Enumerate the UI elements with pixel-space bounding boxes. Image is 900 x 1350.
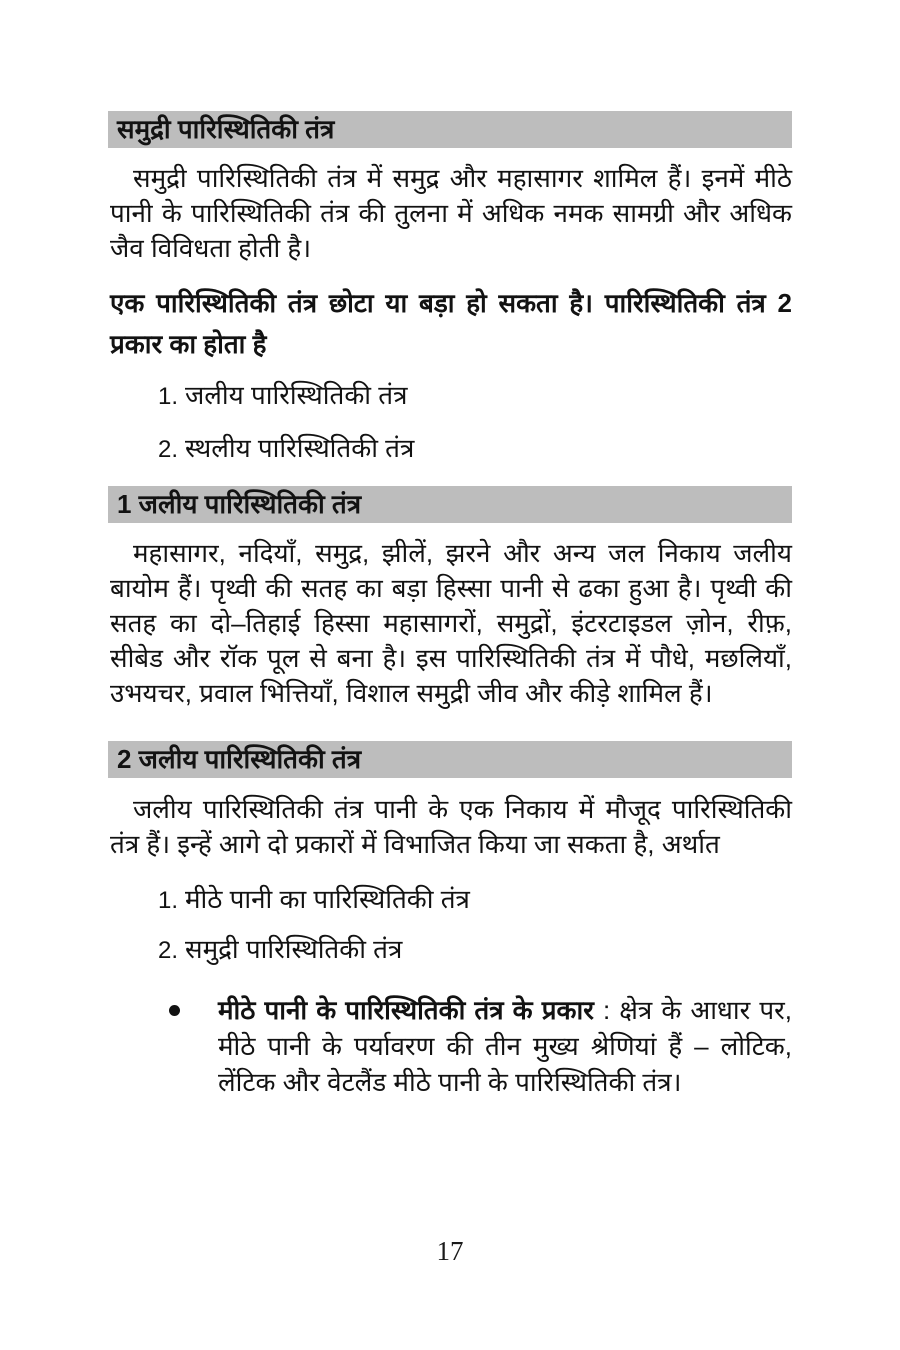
section-header-aquatic-ecosystem-2: 2 जलीय पारिस्थितिकी तंत्र <box>108 741 792 778</box>
list-item-label: समुद्री पारिस्थितिकी तंत्र <box>185 934 403 964</box>
page-content <box>110 0 792 1100</box>
aquatic-ecosystem-1-paragraph: महासागर, नदियाँ, समुद्र, झीलें, झरने और अन्य जल निकाय जलीय बायोम हैं। पृथ्वी की सतह का बड़ा हिस्सा पानी से ढका हुआ है। पृथ्वी की सतह का दो–तिहाई हिस्सा महासागरों, समुद्रों, इंटरटाइडल ज़ोन, रीफ़, सीबेड और रॉक पूल से बना है। इस पारिस्थितिकी तंत्र में पौधे, मछलियाँ, उभयचर, प्रवाल भित्तियाँ, विशाल समुद्री जीव और कीड़े शामिल हैं। <box>110 538 792 708</box>
list-item-number: 1. <box>158 887 179 914</box>
list-item <box>110 431 792 466</box>
page-number: 17 <box>436 1236 464 1266</box>
freshwater-types-bullet-text: : क्षेत्र के आधार पर, मीठे पानी के पर्यावरण की तीन मुख्य श्रेणियां हैं – लोटिक, लेंटिक और वेटलैंड मीठे पानी के पारिस्थितिकी तंत्र। <box>218 995 792 1097</box>
bullet-icon <box>169 1005 180 1016</box>
marine-ecosystem-paragraph: समुद्री पारिस्थितिकी तंत्र में समुद्र और महासागर शामिल हैं। इनमें मीठे पानी के पारिस्थितिकी तंत्र की तुलना में अधिक नमक सामग्री और अधिक जैव विविधता होती है। <box>110 163 792 263</box>
freshwater-types-bullet <box>110 992 792 1100</box>
aquatic-ecosystem-2-paragraph: जलीय पारिस्थितिकी तंत्र पानी के एक निकाय में मौजूद पारिस्थितिकी तंत्र हैं। इन्हें आगे दो प्रकारों में विभाजित किया जा सकता है, अर्थात <box>110 794 792 859</box>
section-header-marine-ecosystem: समुद्री पारिस्थितिकी तंत्र <box>108 111 792 148</box>
list-item-label: मीठे पानी का पारिस्थितिकी तंत्र <box>185 884 470 914</box>
list-item-label: स्थलीय पारिस्थितिकी तंत्र <box>185 433 415 463</box>
list-item-number: 2. <box>158 436 179 463</box>
ecosystem-types-heading: एक पारिस्थितिकी तंत्र छोटा या बड़ा हो सकता है। पारिस्थितिकी तंत्र 2 प्रकार का होता है <box>110 288 792 359</box>
section-header-aquatic-ecosystem-1: 1 जलीय पारिस्थितिकी तंत्र <box>108 486 792 523</box>
list-item <box>110 932 792 967</box>
list-item-label: जलीय पारिस्थितिकी तंत्र <box>185 380 408 410</box>
freshwater-types-bullet-lead: मीठे पानी के पारिस्थितिकी तंत्र के प्रकार <box>218 995 594 1025</box>
ecosystem-types-list <box>110 378 792 466</box>
list-item-number: 1. <box>158 383 179 410</box>
list-item-number: 2. <box>158 937 179 964</box>
list-item <box>110 378 792 413</box>
aquatic-types-list <box>110 882 792 967</box>
list-item <box>110 882 792 917</box>
